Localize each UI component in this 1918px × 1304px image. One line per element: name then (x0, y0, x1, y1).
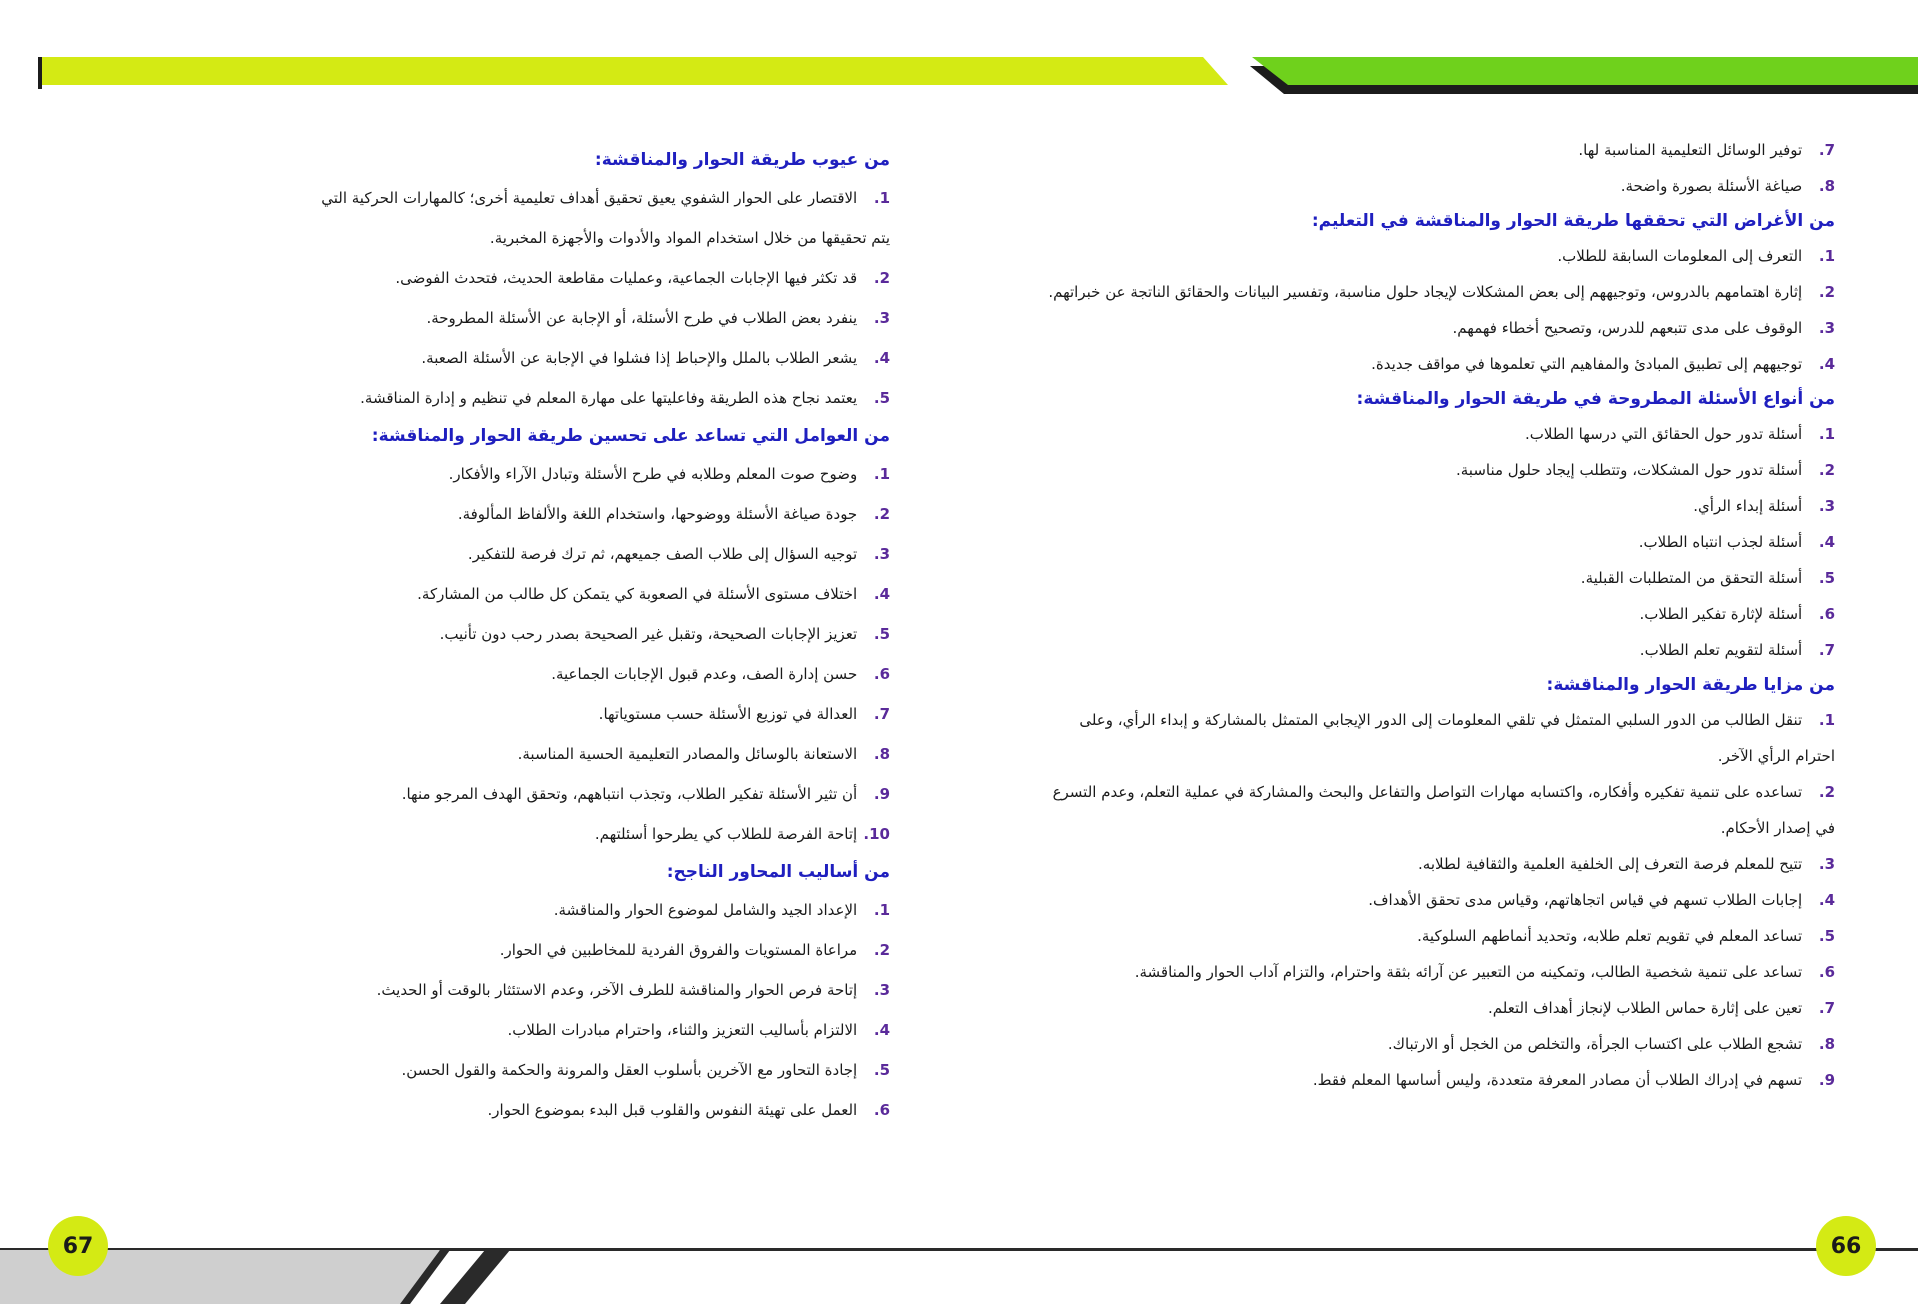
item-text: حسن إدارة الصف، وعدم قبول الإجابات الجماعية. (551, 665, 858, 683)
list-item (310, 694, 890, 734)
item-text: توفير الوسائل التعليمية المناسبة لها. (1578, 141, 1803, 159)
list-item (310, 378, 890, 418)
item-text: إثارة اهتمامهم بالدروس، وتوجيههم إلى بعض المشكلات لإيجاد حلول مناسبة، وتفسير البيانات والحقائق الناتجة عن خبراتهم. (1048, 283, 1803, 301)
list-item (1040, 132, 1835, 168)
item-text: أن تثير الأسئلة تفكير الطلاب، وتجذب انتباههم، وتحقق الهدف المرجو منها. (401, 785, 858, 803)
item-number: 4 . (1807, 882, 1835, 918)
item-text: تعين على إثارة حماس الطلاب لإنجاز أهداف التعلم. (1488, 999, 1803, 1017)
item-number: 1 . (862, 890, 890, 930)
list-item (1040, 882, 1835, 918)
item-number: 6 . (1807, 596, 1835, 632)
item-text: العمل على تهيئة النفوس والقلوب قبل البدء بموضوع الحوار. (487, 1101, 858, 1119)
item-text: اختلاف مستوى الأسئلة في الصعوبة كي يتمكن كل طالب من المشاركة. (417, 585, 858, 603)
item-number: 2 . (862, 930, 890, 970)
list-item (310, 454, 890, 494)
item-text: الاقتصار على الحوار الشفوي يعيق تحقيق أهداف تعليمية أخرى؛ كالمهارات الحركية التي يتم تحقيقها من خلال استخدام المواد والأدوات والأجهزة المخبرية. (321, 189, 890, 247)
list-item (1040, 954, 1835, 990)
item-number: 8 . (1807, 168, 1835, 204)
top-bar-left (38, 57, 1228, 89)
item-number: 5 . (862, 614, 890, 654)
item-text: تساعد المعلم في تقويم تعلم طلابه، وتحديد أنماطهم السلوكية. (1417, 927, 1803, 945)
list-item (310, 734, 890, 774)
item-text: تشجع الطلاب على اكتساب الجرأة، والتخلص من الخجل أو الارتباك. (1387, 1035, 1803, 1053)
right-page-column (1040, 132, 1835, 1098)
item-number: 7 . (1807, 632, 1835, 668)
item-text: وضوح صوت المعلم وطلابه في طرح الأسئلة وتبادل الآراء والأفكار. (448, 465, 858, 483)
item-text: أسئلة تدور حول الحقائق التي درسها الطلاب. (1524, 425, 1803, 443)
item-text: تساعده على تنمية تفكيره وأفكاره، واكتسابه مهارات التواصل والتفاعل والبحث والمشاركة في عملية التعلم، وعدم التسرع في إصدار الأحكام. (1052, 783, 1835, 837)
list-item (1040, 1026, 1835, 1062)
list-item (310, 1050, 890, 1090)
item-number: 2 . (1807, 274, 1835, 310)
top-bar-right (1252, 57, 1918, 85)
item-number: 3 . (862, 970, 890, 1010)
item-text: أسئلة لجذب انتباه الطلاب. (1638, 533, 1803, 551)
list-item (1040, 274, 1835, 310)
item-number: 6 . (862, 1090, 890, 1130)
list-item (310, 614, 890, 654)
item-text: توجيههم إلى تطبيق المبادئ والمفاهيم التي تعلموها في مواقف جديدة. (1371, 355, 1803, 373)
item-text: الاستعانة بالوسائل والمصادر التعليمية الحسية المناسبة. (517, 745, 858, 763)
list-item (1040, 632, 1835, 668)
section-heading: من أساليب المحاور الناجح: (666, 862, 890, 882)
list-item (1040, 990, 1835, 1026)
item-text: التعرف إلى المعلومات السابقة للطلاب. (1557, 247, 1803, 265)
item-number: 1 . (862, 178, 890, 218)
item-number: 7 . (862, 694, 890, 734)
section-heading: من أنواع الأسئلة المطروحة في طريقة الحوار والمناقشة: (1356, 389, 1835, 409)
list-item (310, 534, 890, 574)
item-number: 6 . (862, 654, 890, 694)
item-number: 1 . (1807, 238, 1835, 274)
item-number: 8 . (862, 734, 890, 774)
item-text: تعزيز الإجابات الصحيحة، وتقبل غير الصحيحة بصدر رحب دون تأنيب. (439, 625, 858, 643)
item-number: 3 . (1807, 846, 1835, 882)
item-text: الالتزام بأساليب التعزيز والثناء، واحترام مبادرات الطلاب. (507, 1021, 858, 1039)
item-number: 1 . (862, 454, 890, 494)
item-number: 4 . (862, 1010, 890, 1050)
item-number: 7 . (1807, 132, 1835, 168)
item-number: 10 . (862, 814, 890, 854)
list-item (310, 338, 890, 378)
list-item (310, 178, 890, 258)
list-item (310, 814, 890, 854)
item-number: 4 . (1807, 346, 1835, 382)
item-number: 9 . (1807, 1062, 1835, 1098)
list-item (1040, 918, 1835, 954)
numbered-list (310, 454, 890, 854)
item-text: جودة صياغة الأسئلة ووضوحها، واستخدام اللغة والألفاظ المألوفة. (457, 505, 858, 523)
numbered-list (1040, 238, 1835, 382)
item-text: إجادة التحاور مع الآخرين بأسلوب العقل والمرونة والحكمة والقول الحسن. (401, 1061, 858, 1079)
item-text: تساعد على تنمية شخصية الطالب، وتمكينه من التعبير عن آرائه بثقة واحترام، والتزام آداب الحوار والمناقشة. (1134, 963, 1803, 981)
numbered-list (1040, 416, 1835, 668)
item-text: إتاحة فرص الحوار والمناقشة للطرف الآخر، وعدم الاستئثار بالوقت أو الحديث. (376, 981, 858, 999)
section-heading: من الأغراض التي تحققها طريقة الحوار والمناقشة في التعليم: (1311, 211, 1835, 231)
page-number-right: 66 (1816, 1216, 1876, 1276)
list-item (310, 774, 890, 814)
item-number: 2 . (862, 258, 890, 298)
item-text: تنقل الطالب من الدور السلبي المتمثل في تلقي المعلومات إلى الدور الإيجابي المتمثل بالمشاركة و إبداء الرأي، وعلى احترام الرأي الآخر. (1079, 711, 1835, 765)
item-text: مراعاة المستويات والفروق الفردية للمخاطبين في الحوار. (499, 941, 858, 959)
item-number: 7 . (1807, 990, 1835, 1026)
item-text: تتيح للمعلم فرصة التعرف إلى الخلفية العلمية والثقافية لطلابه. (1418, 855, 1803, 873)
item-number: 8 . (1807, 1026, 1835, 1062)
list-item (310, 930, 890, 970)
item-number: 5 . (1807, 560, 1835, 596)
page-number-left: 67 (48, 1216, 108, 1276)
item-text: أسئلة تدور حول المشكلات، وتتطلب إيجاد حلول مناسبة. (1455, 461, 1803, 479)
item-number: 6 . (1807, 954, 1835, 990)
list-item (1040, 168, 1835, 204)
item-number: 3 . (862, 534, 890, 574)
list-item (310, 258, 890, 298)
item-text: الوقوف على مدى تتبعهم للدرس، وتصحيح أخطاء فهمهم. (1452, 319, 1803, 337)
numbered-list (1040, 702, 1835, 1098)
item-number: 5 . (862, 1050, 890, 1090)
list-item (1040, 774, 1835, 846)
item-text: قد تكثر فيها الإجابات الجماعية، وعمليات مقاطعة الحديث، فتحدث الفوضى. (395, 269, 858, 287)
item-text: إتاحة الفرصة للطلاب كي يطرحوا أسئلتهم. (594, 825, 858, 843)
item-number: 4 . (862, 338, 890, 378)
list-item (310, 890, 890, 930)
top-bar-left-edge (38, 57, 42, 89)
list-item (1040, 846, 1835, 882)
item-number: 1 . (1807, 416, 1835, 452)
numbered-list (1040, 132, 1835, 204)
list-item (310, 1090, 890, 1130)
list-item (1040, 310, 1835, 346)
list-item (310, 574, 890, 614)
item-text: الإعداد الجيد والشامل لموضوع الحوار والمناقشة. (553, 901, 858, 919)
section-heading: من عيوب طريقة الحوار والمناقشة: (594, 150, 890, 170)
list-item (1040, 1062, 1835, 1098)
list-item (310, 494, 890, 534)
list-item (1040, 416, 1835, 452)
left-page-column (310, 142, 890, 1130)
list-item (310, 298, 890, 338)
section-heading: من مزايا طريقة الحوار والمناقشة: (1546, 675, 1835, 695)
item-text: ينفرد بعض الطلاب في طرح الأسئلة، أو الإجابة عن الأسئلة المطروحة. (426, 309, 858, 327)
item-number: 3 . (862, 298, 890, 338)
item-text: تسهم في إدراك الطلاب أن مصادر المعرفة متعددة، وليس أساسها المعلم فقط. (1312, 1071, 1803, 1089)
item-text: أسئلة لإثارة تفكير الطلاب. (1639, 605, 1803, 623)
list-item (1040, 702, 1835, 774)
item-text: صياغة الأسئلة بصورة واضحة. (1620, 177, 1803, 195)
list-item (1040, 238, 1835, 274)
item-text: أسئلة لتقويم تعلم الطلاب. (1639, 641, 1803, 659)
item-number: 2 . (1807, 774, 1835, 810)
item-text: يعتمد نجاح هذه الطريقة وفاعليتها على مهارة المعلم في تنظيم و إدارة المناقشة. (360, 389, 858, 407)
item-number: 5 . (862, 378, 890, 418)
list-item (310, 1010, 890, 1050)
bottom-stripe (440, 1250, 510, 1304)
list-item (310, 970, 890, 1010)
list-item (1040, 524, 1835, 560)
item-text: أسئلة التحقق من المتطلبات القبلية. (1580, 569, 1803, 587)
item-text: العدالة في توزيع الأسئلة حسب مستوياتها. (598, 705, 858, 723)
numbered-list (310, 890, 890, 1130)
item-number: 4 . (1807, 524, 1835, 560)
list-item (1040, 452, 1835, 488)
item-number: 3 . (1807, 488, 1835, 524)
item-number: 5 . (1807, 918, 1835, 954)
item-number: 3 . (1807, 310, 1835, 346)
list-item (1040, 488, 1835, 524)
item-number: 9 . (862, 774, 890, 814)
item-number: 2 . (862, 494, 890, 534)
section-heading: من العوامل التي تساعد على تحسين طريقة الحوار والمناقشة: (371, 426, 890, 446)
numbered-list (310, 178, 890, 418)
item-text: إجابات الطلاب تسهم في قياس اتجاهاتهم، وقياس مدى تحقق الأهداف. (1368, 891, 1803, 909)
item-number: 1 . (1807, 702, 1835, 738)
list-item (1040, 346, 1835, 382)
list-item (310, 654, 890, 694)
item-number: 2 . (1807, 452, 1835, 488)
item-text: توجيه السؤال إلى طلاب الصف جميعهم، ثم ترك فرصة للتفكير. (467, 545, 858, 563)
item-number: 4 . (862, 574, 890, 614)
item-text: يشعر الطلاب بالملل والإحباط إذا فشلوا في الإجابة عن الأسئلة الصعبة. (421, 349, 858, 367)
item-text: أسئلة إبداء الرأي. (1693, 497, 1803, 515)
list-item (1040, 560, 1835, 596)
list-item (1040, 596, 1835, 632)
